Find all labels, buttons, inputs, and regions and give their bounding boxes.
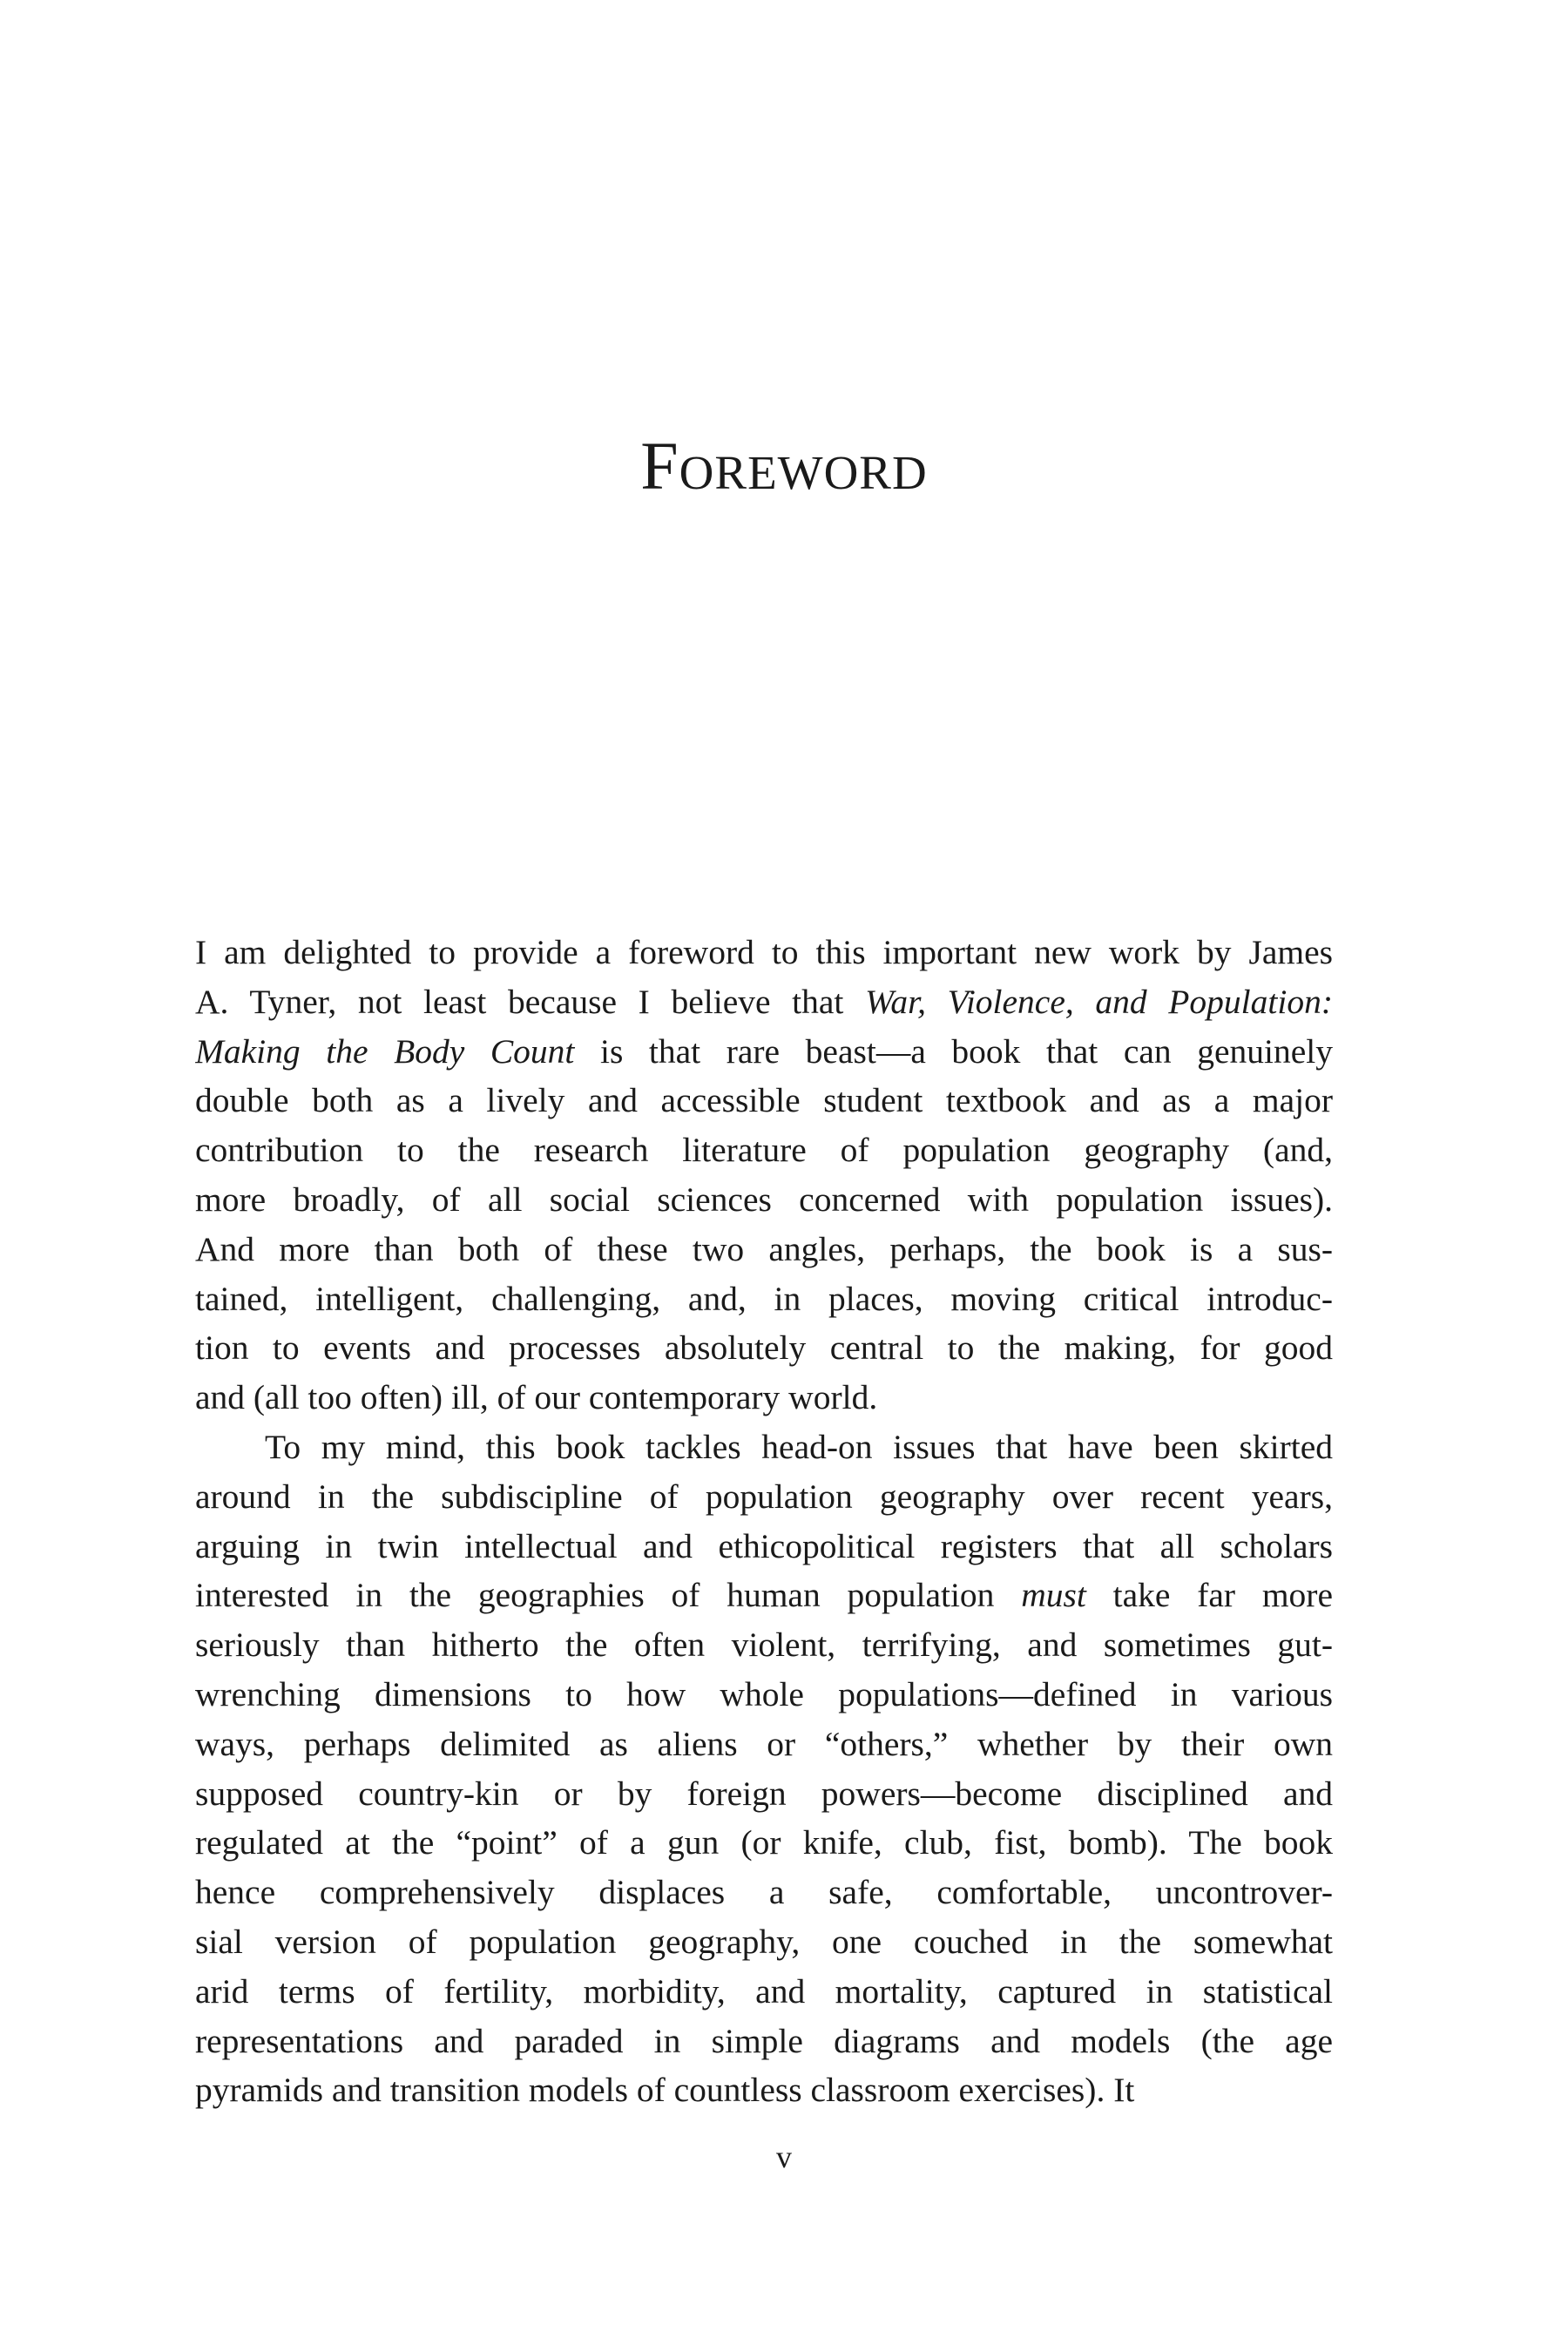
- page-number: v: [776, 2139, 792, 2174]
- text-line: and (all too often) ill, of our contemporary world.: [195, 1378, 878, 1417]
- text-line: double both as a lively and accessible student textbook and as a major: [195, 1081, 1333, 1120]
- text-line: hence comprehensively displaces a safe, comfortable, uncontrover-: [195, 1873, 1333, 1912]
- text-line: To my mind, this book tackles head-on issues that have been skirted: [265, 1427, 1333, 1466]
- paragraph-2: [195, 1423, 1333, 2115]
- text-line: sial version of population geography, one couched in the somewhat: [195, 1922, 1333, 1961]
- text-line: arguing in twin intellectual and ethicopolitical registers that all scholars: [195, 1526, 1333, 1565]
- text-line: regulated at the “point” of a gun (or knife, club, fist, bomb). The book: [195, 1823, 1333, 1862]
- chapter-heading: Foreword: [640, 428, 928, 504]
- text-line: more broadly, of all social sciences concerned with population issues).: [195, 1179, 1333, 1219]
- text-line: interested in the geographies of human population must take far more: [195, 1576, 1333, 1615]
- text-line: ways, perhaps delimited as aliens or “others,” whether by their own: [195, 1724, 1333, 1763]
- italic-text: must: [1021, 1576, 1086, 1615]
- text-line: supposed country-kin or by foreign powers—become disciplined and: [195, 1774, 1333, 1813]
- text-line: wrenching dimensions to how whole populations—defined in various: [195, 1674, 1333, 1713]
- paragraph-1: [195, 928, 1333, 1423]
- text-line: contribution to the research literature of population geography (and,: [195, 1131, 1333, 1170]
- text-line: tion to events and processes absolutely central to the making, for good: [195, 1328, 1333, 1368]
- text-line: pyramids and transition models of countless classroom exercises). It: [195, 2071, 1135, 2110]
- text-line: I am delighted to provide a foreword to this important new work by James: [195, 933, 1333, 971]
- text-line: A. Tyner, not least because I believe that War, Violence, and Population:: [195, 982, 1333, 1021]
- text-line: And more than both of these two angles, perhaps, the book is a sus-: [195, 1229, 1333, 1268]
- italic-text: War, Violence, and Population:: [865, 982, 1333, 1021]
- body-text: [195, 928, 1333, 2115]
- text-line: around in the subdiscipline of population geography over recent years,: [195, 1477, 1333, 1516]
- text-line: tained, intelligent, challenging, and, in places, moving critical introduc-: [195, 1279, 1333, 1318]
- text-line: seriously than hitherto the often violent, terrifying, and sometimes gut-: [195, 1625, 1333, 1665]
- text-line: arid terms of fertility, morbidity, and mortality, captured in statistical: [195, 1971, 1333, 2011]
- italic-text: Making the Body Count: [195, 1031, 575, 1071]
- text-line: Making the Body Count is that rare beast—a book that can genuinely: [195, 1031, 1333, 1071]
- text-line: representations and paraded in simple diagrams and models (the age: [195, 2021, 1333, 2060]
